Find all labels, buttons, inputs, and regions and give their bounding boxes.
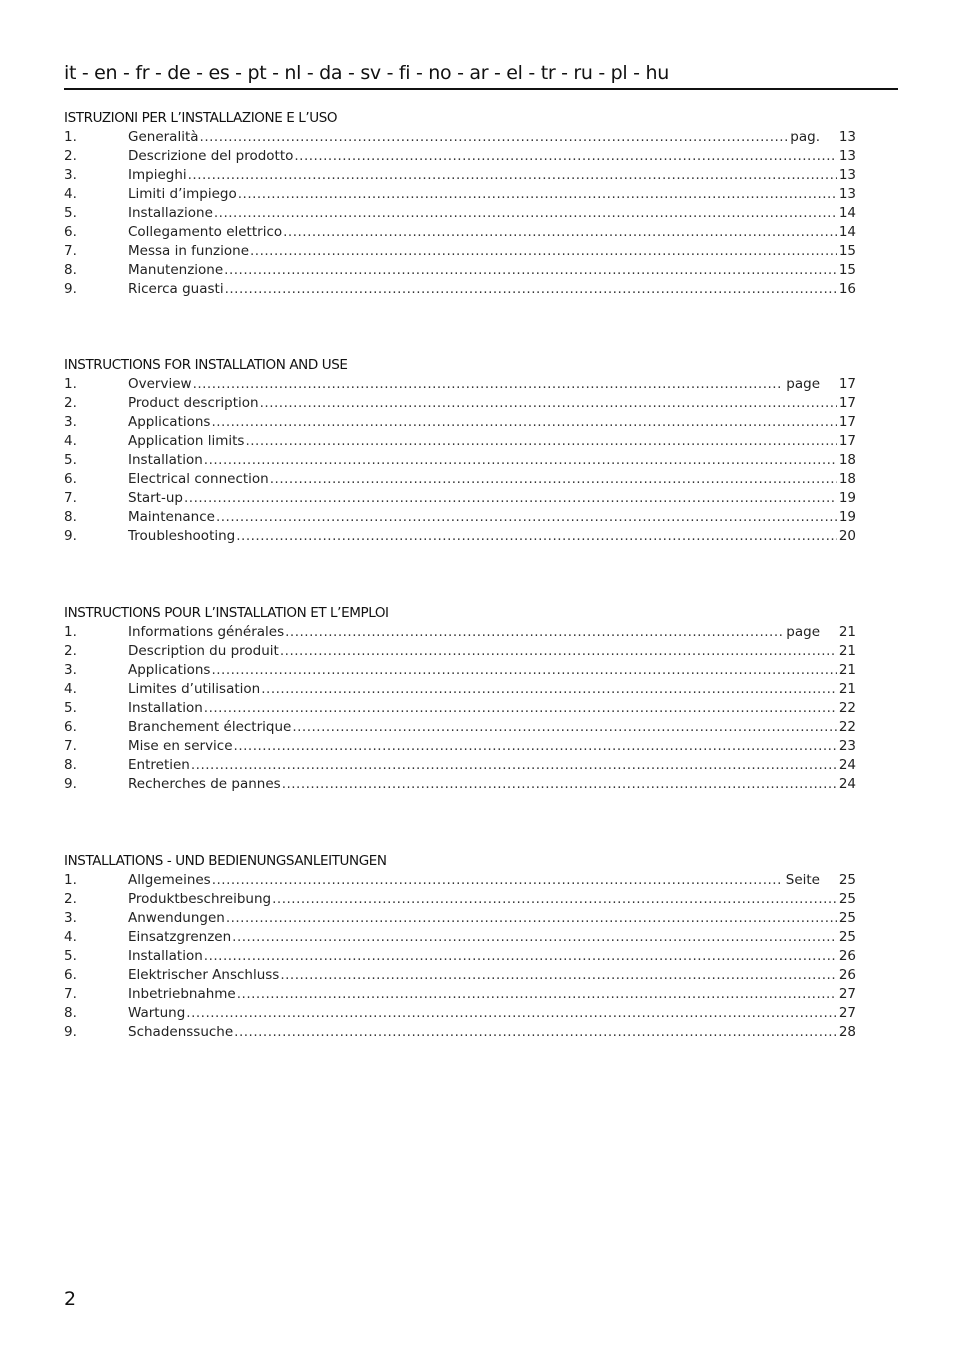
toc-entry-page: 22 <box>838 700 856 716</box>
toc-entry <box>64 680 856 699</box>
toc-entry-page: 15 <box>838 243 856 259</box>
dot-leader <box>245 432 837 451</box>
toc-entry-number: 7. <box>64 490 77 506</box>
dot-leader <box>272 890 837 909</box>
toc-entry <box>64 623 856 642</box>
toc-entry-number: 3. <box>64 414 77 430</box>
toc-entry-label: Collegamento elettrico <box>128 224 283 240</box>
dot-leader <box>234 1023 837 1042</box>
toc-entry-number: 4. <box>64 186 77 202</box>
toc-section-french <box>64 604 856 794</box>
toc-entry-number: 2. <box>64 148 77 164</box>
toc-entry <box>64 451 856 470</box>
dot-leader <box>204 451 837 470</box>
toc-entry-page: 21 <box>838 643 856 659</box>
toc-entry <box>64 204 856 223</box>
toc-entry-label: Installation <box>128 948 203 964</box>
dot-leader <box>280 642 837 661</box>
toc-entry-number: 8. <box>64 509 77 525</box>
toc-entry-label: Generalità <box>128 129 199 145</box>
toc-entry-number: 4. <box>64 433 77 449</box>
toc-entry-label: Schadenssuche <box>128 1024 234 1040</box>
dot-leader <box>232 928 837 947</box>
toc-entry-label: Start-up <box>128 490 183 506</box>
toc-entry-label: Application limits <box>128 433 245 449</box>
toc-entry-label: Description du produit <box>128 643 279 659</box>
toc-entry-label: Messa in funzione <box>128 243 250 259</box>
dot-leader <box>212 871 783 890</box>
toc-entry-page: 17 <box>838 414 856 430</box>
toc-entry-number: 6. <box>64 224 77 240</box>
toc-section-italian <box>64 109 856 299</box>
dot-leader <box>250 242 837 261</box>
toc-entry-number: 3. <box>64 662 77 678</box>
toc-entry-label: Mise en service <box>128 738 233 754</box>
toc-entry <box>64 1023 856 1042</box>
toc-entry-label: Manutenzione <box>128 262 224 278</box>
toc-entry-number: 4. <box>64 681 77 697</box>
toc-entry-page: 13 <box>838 167 856 183</box>
toc-entry-label: Limites d’utilisation <box>128 681 261 697</box>
toc-entry <box>64 147 856 166</box>
toc-entry-label: Einsatzgrenzen <box>128 929 232 945</box>
toc-entry-label: Allgemeines <box>128 872 211 888</box>
toc-entry-page: 19 <box>838 509 856 525</box>
toc-entry-number: 7. <box>64 738 77 754</box>
dot-leader <box>226 909 837 928</box>
toc-entry-page: 28 <box>838 1024 856 1040</box>
toc-entry-label: Impieghi <box>128 167 187 183</box>
toc-entry-page: 27 <box>838 986 856 1002</box>
dot-leader <box>211 661 837 680</box>
toc-entry-number: 4. <box>64 929 77 945</box>
toc-entry-number: 9. <box>64 1024 77 1040</box>
toc-entry-label: Installazione <box>128 205 213 221</box>
toc-entry <box>64 489 856 508</box>
toc-entry-page: 14 <box>838 205 856 221</box>
dot-leader <box>280 966 837 985</box>
toc-entry-label: Overview <box>128 376 192 392</box>
toc-entry <box>64 642 856 661</box>
toc-entry-number: 8. <box>64 262 77 278</box>
section-title: ISTRUZIONI PER L’INSTALLAZIONE E L’USO <box>64 110 338 126</box>
toc-entry-number: 5. <box>64 700 77 716</box>
toc-entry-page: 23 <box>838 738 856 754</box>
toc-entry-label: Entretien <box>128 757 190 773</box>
toc-entry-page: 24 <box>838 776 856 792</box>
toc-page-label: pag. <box>790 129 820 145</box>
toc-entry-page: 25 <box>838 872 856 888</box>
section-title: INSTRUCTIONS FOR INSTALLATION AND USE <box>64 357 348 373</box>
dot-leader <box>186 1004 837 1023</box>
toc-page-label: page <box>786 376 820 392</box>
toc-entry <box>64 871 856 890</box>
toc-entry-page: 21 <box>838 681 856 697</box>
toc-page-label: Seite <box>785 872 820 888</box>
toc-entry <box>64 756 856 775</box>
toc-entry <box>64 394 856 413</box>
toc-entry-page: 21 <box>838 662 856 678</box>
toc-entry <box>64 966 856 985</box>
dot-leader <box>204 947 837 966</box>
toc-entry-page: 26 <box>838 967 856 983</box>
toc-entry <box>64 185 856 204</box>
toc-entry-label: Ricerca guasti <box>128 281 224 297</box>
page-number: 2 <box>64 1288 77 1310</box>
toc-entry <box>64 470 856 489</box>
toc-entry <box>64 1004 856 1023</box>
dot-leader <box>214 204 837 223</box>
toc-entry-page: 19 <box>838 490 856 506</box>
toc-page-label: page <box>786 624 820 640</box>
toc-entry-number: 8. <box>64 1005 77 1021</box>
toc-entry-number: 5. <box>64 205 77 221</box>
toc-entry-page: 14 <box>838 224 856 240</box>
toc-entry-label: Installation <box>128 452 203 468</box>
toc-entry-page: 17 <box>838 433 856 449</box>
toc-entry-page: 18 <box>838 471 856 487</box>
toc-entry-label: Branchement électrique <box>128 719 292 735</box>
toc-entry-label: Descrizione del prodotto <box>128 148 294 164</box>
toc-entry-label: Troubleshooting <box>128 528 236 544</box>
dot-leader <box>188 166 837 185</box>
dot-leader <box>270 470 837 489</box>
dot-leader <box>193 375 784 394</box>
dot-leader <box>238 185 837 204</box>
toc-entry <box>64 947 856 966</box>
dot-leader <box>184 489 837 508</box>
toc-entry-number: 5. <box>64 948 77 964</box>
toc-entry <box>64 737 856 756</box>
toc-entry-label: Electrical connection <box>128 471 269 487</box>
dot-leader <box>191 756 837 775</box>
toc-entry-page: 17 <box>838 395 856 411</box>
toc-entry-label: Applications <box>128 414 211 430</box>
toc-entry-number: 9. <box>64 528 77 544</box>
toc-entry-number: 9. <box>64 281 77 297</box>
toc-entry-number: 2. <box>64 643 77 659</box>
toc-entry-label: Informations générales <box>128 624 285 640</box>
toc-entry-page: 26 <box>838 948 856 964</box>
toc-entry <box>64 432 856 451</box>
toc-entry <box>64 775 856 794</box>
toc-entry <box>64 527 856 546</box>
toc-entry <box>64 890 856 909</box>
dot-leader <box>204 699 837 718</box>
toc-entry <box>64 261 856 280</box>
toc-entry-page: 16 <box>838 281 856 297</box>
toc-entry <box>64 928 856 947</box>
toc-entry-page: 27 <box>838 1005 856 1021</box>
toc-entry-page: 20 <box>838 528 856 544</box>
toc-entry-number: 5. <box>64 452 77 468</box>
toc-entry-label: Installation <box>128 700 203 716</box>
toc-entry <box>64 909 856 928</box>
toc-entry-label: Inbetriebnahme <box>128 986 236 1002</box>
toc-entry-number: 2. <box>64 891 77 907</box>
toc-section-english <box>64 356 856 546</box>
toc-entry-number: 1. <box>64 624 77 640</box>
toc-entry-number: 3. <box>64 167 77 183</box>
toc-entry-page: 24 <box>838 757 856 773</box>
toc-entry-number: 2. <box>64 395 77 411</box>
toc-entry-number: 1. <box>64 376 77 392</box>
dot-leader <box>283 223 837 242</box>
toc-entry-label: Elektrischer Anschluss <box>128 967 280 983</box>
toc-entry-number: 6. <box>64 719 77 735</box>
dot-leader <box>200 128 788 147</box>
toc-entry-number: 6. <box>64 471 77 487</box>
toc-entry <box>64 128 856 147</box>
toc-entry-page: 22 <box>838 719 856 735</box>
toc-entry <box>64 699 856 718</box>
toc-entry-page: 21 <box>838 624 856 640</box>
toc-entry-page: 15 <box>838 262 856 278</box>
toc-entry <box>64 223 856 242</box>
toc-entry-page: 25 <box>838 910 856 926</box>
dot-leader <box>294 147 837 166</box>
dot-leader <box>216 508 837 527</box>
toc-entry-page: 25 <box>838 929 856 945</box>
toc-entry-page: 25 <box>838 891 856 907</box>
toc-entry-label: Wartung <box>128 1005 186 1021</box>
toc-entry-label: Maintenance <box>128 509 215 525</box>
dot-leader <box>225 280 837 299</box>
toc-entry <box>64 413 856 432</box>
toc-entry <box>64 375 856 394</box>
toc-entry-page: 13 <box>838 148 856 164</box>
toc-entry-label: Produktbeschreibung <box>128 891 272 907</box>
toc-entry-number: 9. <box>64 776 77 792</box>
toc-entry <box>64 985 856 1004</box>
section-title: INSTRUCTIONS POUR L’INSTALLATION ET L’EMPLOI <box>64 605 389 621</box>
dot-leader <box>237 985 837 1004</box>
toc-entry-number: 1. <box>64 872 77 888</box>
toc-entry-page: 13 <box>838 186 856 202</box>
toc-entry-number: 6. <box>64 967 77 983</box>
dot-leader <box>234 737 837 756</box>
toc-entry-page: 13 <box>838 129 856 145</box>
dot-leader <box>224 261 837 280</box>
dot-leader <box>236 527 837 546</box>
toc-entry <box>64 718 856 737</box>
toc-section-german <box>64 852 856 1042</box>
toc-entry-page: 17 <box>838 376 856 392</box>
toc-entry-label: Limiti d’impiego <box>128 186 237 202</box>
toc-entry-number: 8. <box>64 757 77 773</box>
toc-entry-label: Anwendungen <box>128 910 225 926</box>
toc-entry-label: Product description <box>128 395 259 411</box>
dot-leader <box>292 718 837 737</box>
toc-entry-number: 1. <box>64 129 77 145</box>
dot-leader <box>282 775 837 794</box>
toc-entry-label: Recherches de pannes <box>128 776 281 792</box>
toc-entry-number: 3. <box>64 910 77 926</box>
dot-leader <box>261 680 837 699</box>
toc-entry-label: Applications <box>128 662 211 678</box>
toc-entry-number: 7. <box>64 986 77 1002</box>
dot-leader <box>285 623 783 642</box>
toc-entry <box>64 508 856 527</box>
toc-entry <box>64 661 856 680</box>
language-list-header: it - en - fr - de - es - pt - nl - da - sv - fi - no - ar - el - tr - ru - pl - hu <box>64 60 898 90</box>
dot-leader <box>211 413 837 432</box>
toc-entry <box>64 242 856 261</box>
toc-entry-page: 18 <box>838 452 856 468</box>
section-title: INSTALLATIONS - UND BEDIENUNGSANLEITUNGEN <box>64 853 387 869</box>
toc-entry <box>64 166 856 185</box>
toc-entry-number: 7. <box>64 243 77 259</box>
dot-leader <box>260 394 837 413</box>
toc-entry <box>64 280 856 299</box>
